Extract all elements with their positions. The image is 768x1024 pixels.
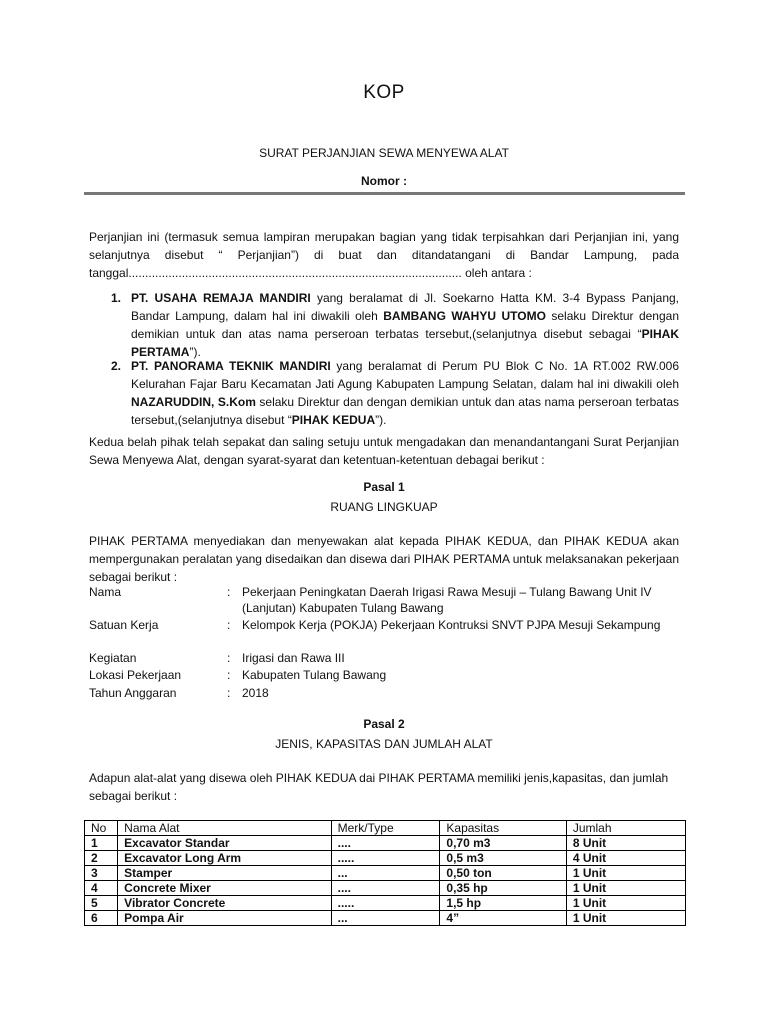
pasal-1-body: PIHAK PERTAMA menyediakan dan menyewakan alat kepada PIHAK KEDUA, dan PIHAK KEDUA akan mempergunakan peralatan yang disedaikan dan disewa dari PIHAK PERTAMA untuk melaksanakan pekerjaan sebagai berikut :: [89, 534, 679, 584]
column-header: Kapasitas: [440, 821, 566, 836]
table-cell: 1,5 hp: [440, 896, 566, 911]
table-cell: 0,5 m3: [440, 851, 566, 866]
table-cell: ....: [331, 881, 440, 896]
table-cell: 5: [85, 896, 118, 911]
pasal-2-body: Adapun alat-alat yang disewa oleh PIHAK KEDUA dai PIHAK PERTAMA memiliki jenis,kapasitas, dan jumlah sebagai berikut :: [89, 771, 669, 803]
table-cell: Concrete Mixer: [118, 881, 331, 896]
party-list-item-2: [89, 357, 679, 429]
detail-key: Nama: [89, 585, 122, 599]
detail-key: Lokasi Pekerjaan: [89, 668, 182, 682]
pasal-2-number: Pasal 2: [363, 717, 405, 731]
table-row: [85, 866, 686, 881]
table-cell: ...: [331, 866, 440, 881]
table-cell: 1 Unit: [566, 911, 685, 926]
detail-separator: :: [227, 618, 231, 632]
table-cell: ...: [331, 911, 440, 926]
detail-separator: :: [227, 668, 231, 682]
table-cell: .....: [331, 896, 440, 911]
document-title: SURAT PERJANJIAN SEWA MENYEWA ALAT: [259, 146, 509, 160]
party-alias: PIHAK KEDUA: [291, 413, 376, 427]
header-divider: [84, 192, 685, 195]
pasal-1-number: Pasal 1: [363, 480, 405, 494]
column-header: Nama Alat: [118, 821, 331, 836]
table-row: [85, 896, 686, 911]
table-cell: 4 Unit: [566, 851, 685, 866]
detail-value: 2018: [242, 686, 269, 700]
party-text: selaku Direktur dengan demikian untuk dan atas nama perseroan terbatas tersebut,(selanjutnya disebut sebagai “: [131, 309, 679, 341]
party-representative: NAZARUDDIN, S.Kom: [131, 395, 256, 409]
table-cell: 1: [85, 836, 118, 851]
document-number: Nomor :: [361, 174, 407, 188]
table-cell: Vibrator Concrete: [118, 896, 331, 911]
table-cell: Excavator Long Arm: [118, 851, 331, 866]
table-cell: 4”: [440, 911, 566, 926]
detail-separator: :: [227, 651, 231, 665]
table-cell: Stamper: [118, 866, 331, 881]
party-number: 2.: [111, 359, 122, 373]
table-cell: Pompa Air: [118, 911, 331, 926]
table-header-row: [85, 821, 686, 836]
letterhead-kop: KOP: [363, 82, 405, 103]
table-cell: 8 Unit: [566, 836, 685, 851]
party-text: ”).: [189, 345, 201, 359]
detail-key: Tahun Anggaran: [89, 686, 177, 700]
pasal-2-title: JENIS, KAPASITAS DAN JUMLAH ALAT: [275, 737, 493, 751]
party-list-item-1: [89, 289, 679, 361]
detail-value: Kabupaten Tulang Bawang: [242, 668, 387, 682]
table-cell: 3: [85, 866, 118, 881]
party-text: ”).: [375, 413, 387, 427]
table-cell: 4: [85, 881, 118, 896]
party-text: yang beralamat di Perum PU Blok C No. 1A RT.002 RW.006 Kelurahan Fajar Baru Kecamatan Jati Agung Kabupaten Lampung Selatan, dalam hal ini diwakili oleh: [131, 359, 679, 391]
table-cell: .....: [331, 851, 440, 866]
party-number: 1.: [111, 291, 122, 305]
party-alias: PIHAK PERTAMA: [131, 327, 679, 359]
table-cell: 0,35 hp: [440, 881, 566, 896]
agreement-paragraph: Kedua belah pihak telah sepakat dan saling setuju untuk mengadakan dan menandantangani Surat Perjanjian Sewa Menyewa Alat, dengan syarat-syarat dan ketentuan-ketentuan debagai berikut :: [89, 435, 679, 467]
table-row: [85, 836, 686, 851]
table-cell: 2: [85, 851, 118, 866]
equipment-table: [84, 820, 686, 926]
detail-key: Kegiatan: [89, 651, 137, 665]
table-cell: ....: [331, 836, 440, 851]
detail-separator: :: [227, 686, 231, 700]
party-name: PT. PANORAMA TEKNIK MANDIRI: [131, 359, 331, 373]
detail-separator: :: [227, 585, 231, 599]
table-cell: 6: [85, 911, 118, 926]
party-name: PT. USAHA REMAJA MANDIRI: [131, 291, 311, 305]
column-header: No: [85, 821, 118, 836]
table-cell: 0,70 m3: [440, 836, 566, 851]
table-row: [85, 881, 686, 896]
intro-paragraph: Perjanjian ini (termasuk semua lampiran merupakan bagian yang tidak terpisahkan dari Perjanjian ini, yang selanjutnya disebut “ Perjanjian”) di buat dan ditandatangani di Bandar Lampung, pada tanggal.................................................................................................... oleh antara :: [89, 230, 679, 280]
table-cell: 1 Unit: [566, 896, 685, 911]
table-cell: 1 Unit: [566, 881, 685, 896]
detail-value: Pekerjaan Peningkatan Daerah Irigasi Rawa Mesuji – Tulang Bawang Unit IV (Lanjutan) Kabupaten Tulang Bawang: [242, 585, 652, 615]
column-header: Jumlah: [566, 821, 685, 836]
detail-key: Satuan Kerja: [89, 618, 159, 632]
pasal-1-title: RUANG LINGKUAP: [330, 500, 438, 514]
table-cell: Excavator Standar: [118, 836, 331, 851]
party-representative: BAMBANG WAHYU UTOMO: [383, 309, 546, 323]
table-row: [85, 851, 686, 866]
party-text: yang beralamat di Jl. Soekarno Hatta KM. 3-4 Bypass Panjang, Bandar Lampung, dalam hal ini diwakili oleh: [131, 291, 680, 323]
column-header: Merk/Type: [331, 821, 440, 836]
table-cell: 1 Unit: [566, 866, 685, 881]
table-row: [85, 911, 686, 926]
table-cell: 0,50 ton: [440, 866, 566, 881]
detail-value: Kelompok Kerja (POKJA) Pekerjaan Kontruksi SNVT PJPA Mesuji Sekampung: [242, 618, 661, 632]
party-text: selaku Direktur dan dengan demikian untuk dan atas nama perseroan terbatas tersebut,(selanjutnya disebut “: [131, 395, 679, 427]
detail-value: Irigasi dan Rawa III: [242, 651, 345, 665]
